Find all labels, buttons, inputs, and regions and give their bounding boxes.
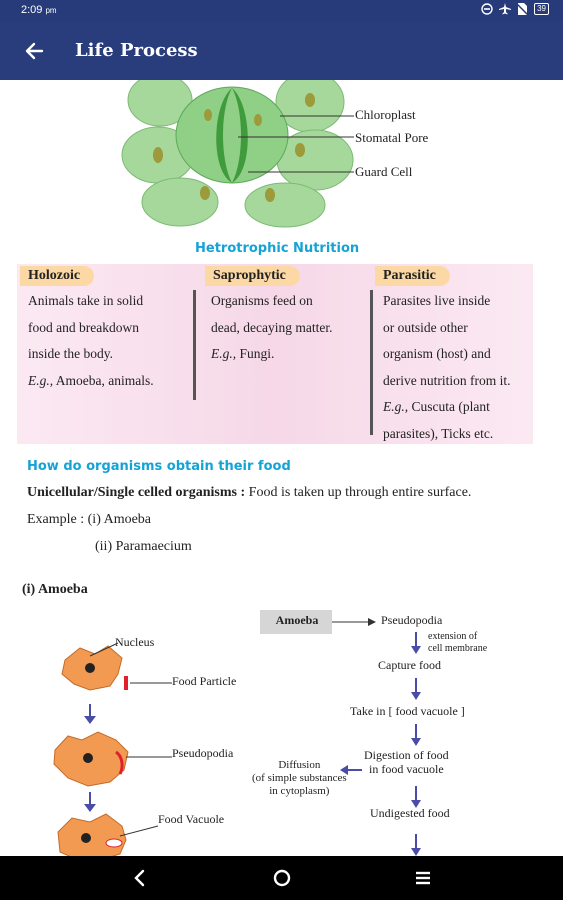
stomatal-pore-label: Stomatal Pore <box>355 130 429 145</box>
arrow-back-icon <box>20 35 52 67</box>
no-sim-icon <box>517 3 528 15</box>
parasitic-heading: Parasitic <box>375 266 450 286</box>
pseudopodia-label: Pseudopodia <box>172 746 234 760</box>
flow-capture: Capture food <box>378 658 441 672</box>
parasitic-text: Parasites live inside or outside other organism (host) and derive nutrition from it. E.g., Cuscuta (plant parasites), Ticks etc. <box>383 293 511 441</box>
guard-cell-label: Guard Cell <box>355 164 413 179</box>
flow-digestion: Digestion of food in food vacuole <box>364 748 449 776</box>
holozoic-text: Animals take in solid food and breakdown inside the body. E.g., Amoeba, animals. <box>28 293 154 388</box>
saprophytic-heading: Saprophytic <box>205 266 300 286</box>
unicellular-text: Unicellular/Single celled organisms : Food is taken up through entire surface. <box>27 485 472 500</box>
chloroplast-label: Chloroplast <box>355 107 416 122</box>
flow-takein: Take in [ food vacuole ] <box>350 704 465 718</box>
flow-pseudopodia: Pseudopodia <box>381 613 443 627</box>
column-divider <box>370 290 373 435</box>
battery-icon: 39 <box>534 3 549 15</box>
obtain-food-title: How do organisms obtain their food <box>27 459 291 474</box>
status-bar <box>0 0 563 22</box>
nav-home-icon[interactable] <box>272 868 292 888</box>
saprophytic-text: Organisms feed on dead, decaying matter. E.g., Fungi. <box>211 293 333 361</box>
navigation-bar <box>0 856 563 900</box>
content-area[interactable] <box>0 80 563 856</box>
heterotrophic-title: Hetrotrophic Nutrition <box>195 241 360 256</box>
app-bar <box>0 22 563 80</box>
flow-note: extension of cell membrane <box>428 631 488 654</box>
page-title: Life Process <box>75 40 198 61</box>
example-amoeba: Example : (i) Amoeba <box>27 512 152 527</box>
example-paramaecium: (ii) Paramaecium <box>95 539 192 554</box>
amoeba-heading: (i) Amoeba <box>22 582 88 597</box>
holozoic-heading: Holozoic <box>20 266 94 286</box>
flow-diffusion: Diffusion (of simple substances in cytoplasm) <box>252 759 347 797</box>
food-vacuole-label: Food Vacuole <box>158 812 225 826</box>
amoeba-box: Amoeba <box>275 613 319 627</box>
do-not-disturb-icon <box>481 3 493 15</box>
flow-undigested: Undigested food <box>370 806 450 820</box>
airplane-mode-icon <box>499 3 511 15</box>
nav-menu-icon[interactable] <box>413 868 433 888</box>
status-time: 2:09 pm <box>21 4 57 16</box>
nav-back-icon[interactable] <box>130 868 150 888</box>
stomata-diagram <box>120 80 360 230</box>
nucleus-label: Nucleus <box>115 635 155 649</box>
status-icons <box>481 3 549 15</box>
food-particle-label: Food Particle <box>172 674 237 688</box>
column-divider <box>193 290 196 400</box>
back-button[interactable] <box>20 35 52 67</box>
